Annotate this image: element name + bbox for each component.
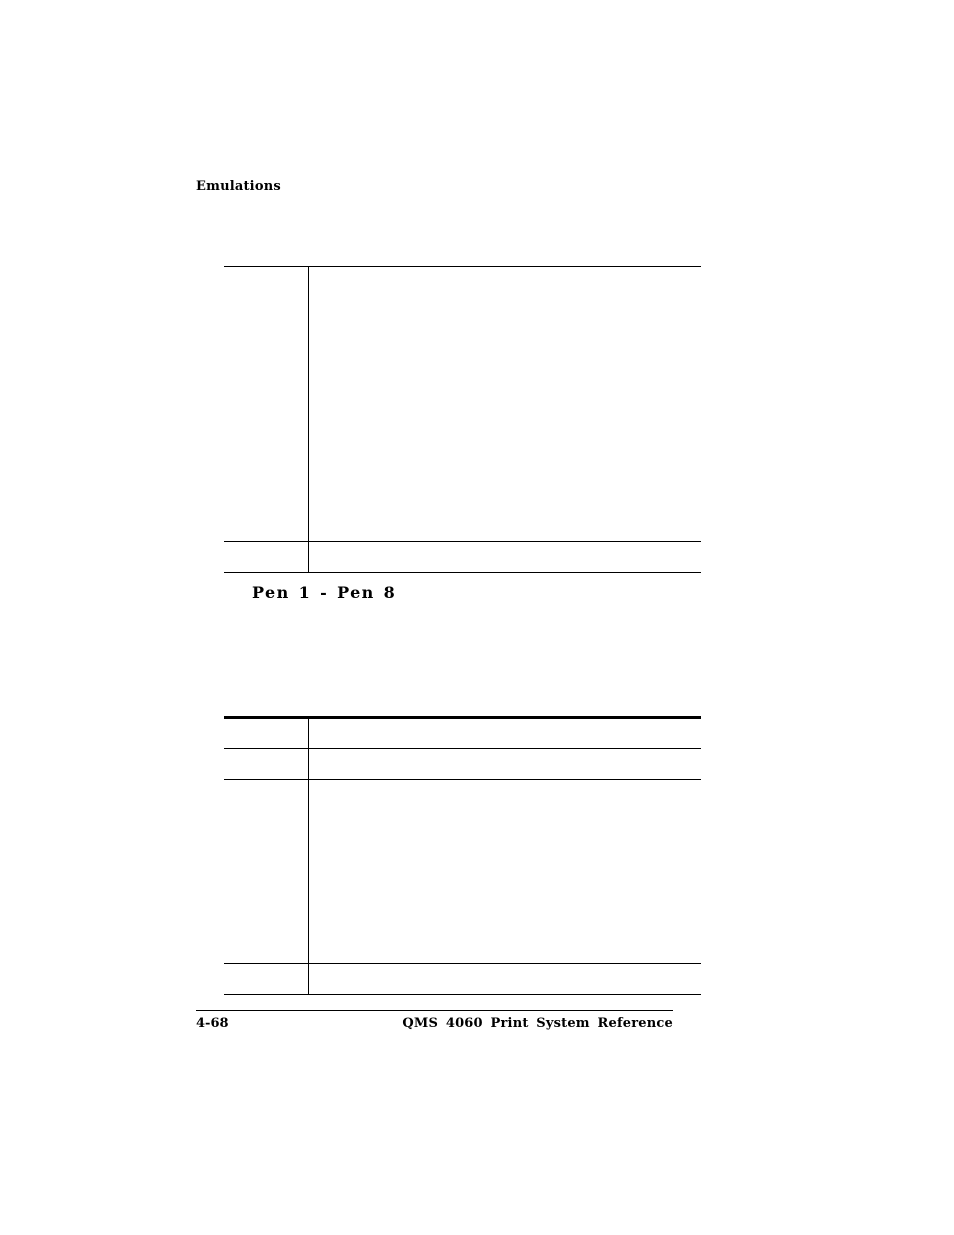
table-top-rule — [224, 266, 701, 267]
book-title: QMS 4060 Print System Reference — [402, 1016, 673, 1031]
table-bottom-rule — [224, 572, 701, 573]
table-row-rule — [224, 779, 701, 780]
footer-rule — [196, 1010, 673, 1011]
table-row-rule — [224, 748, 701, 749]
section-heading: Pen 1 - Pen 8 — [252, 583, 397, 602]
table-row-rule — [224, 963, 701, 964]
table-top-rule-heavy — [224, 716, 701, 719]
page-number: 4-68 — [196, 1016, 229, 1031]
table-column-divider — [308, 719, 309, 995]
table-bottom-rule — [224, 994, 701, 995]
running-head: Emulations — [196, 179, 281, 194]
table-row-rule — [224, 541, 701, 542]
table-column-divider — [308, 266, 309, 573]
